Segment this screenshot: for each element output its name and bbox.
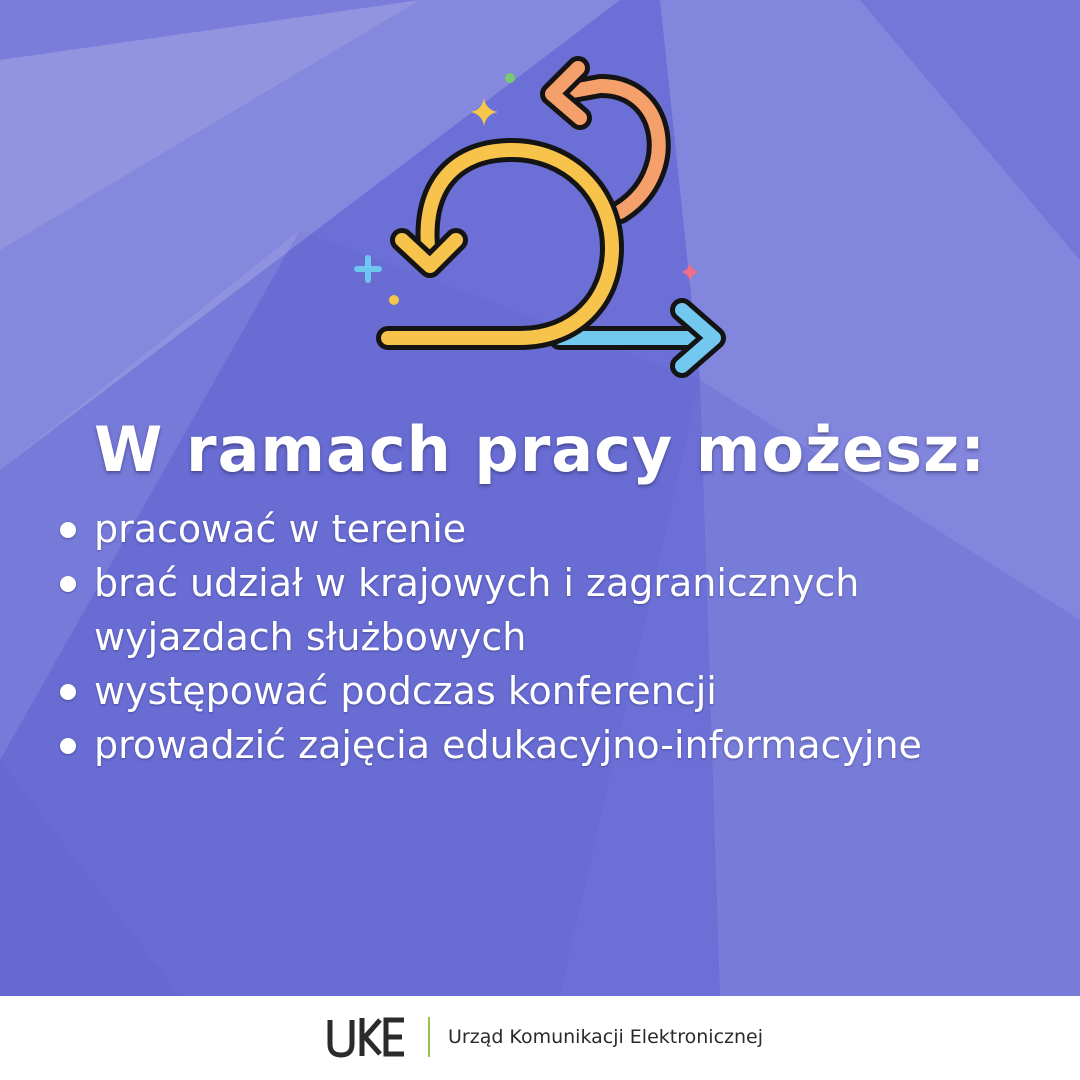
sparkle-yellow-icon	[470, 98, 498, 126]
list-item-text: brać udział w krajowych i zagranicznych wyjazdach służbowych	[94, 561, 860, 659]
footer	[0, 996, 1080, 1080]
bullet-dot-icon	[60, 684, 76, 700]
footer-brand	[326, 1016, 763, 1058]
list-item-text: pracować w terenie	[94, 507, 467, 551]
bullet-dot-icon	[60, 576, 76, 592]
headline: W ramach pracy możesz:	[94, 413, 986, 486]
bullet-list	[58, 502, 1048, 772]
bullet-dot-icon	[60, 522, 76, 538]
bullet-dot-icon	[60, 738, 76, 754]
agile-loop-arrow-icon	[340, 50, 740, 390]
organization-name: Urząd Komunikacji Elektronicznej	[448, 1026, 763, 1048]
sparkle-green-dot-icon	[505, 73, 515, 83]
list-item	[58, 502, 1048, 556]
uke-logo	[326, 1016, 408, 1058]
sparkle-plus-icon	[357, 258, 379, 280]
list-item-text: występować podczas konferencji	[94, 669, 717, 713]
list-item	[58, 556, 1048, 664]
list-item	[58, 718, 1048, 772]
sparkle-pink-icon	[681, 262, 699, 282]
list-item	[58, 664, 1048, 718]
footer-divider	[428, 1017, 430, 1057]
list-item-text: prowadzić zajęcia edukacyjno-informacyjne	[94, 723, 922, 767]
sparkle-orange-dot-icon	[389, 295, 399, 305]
